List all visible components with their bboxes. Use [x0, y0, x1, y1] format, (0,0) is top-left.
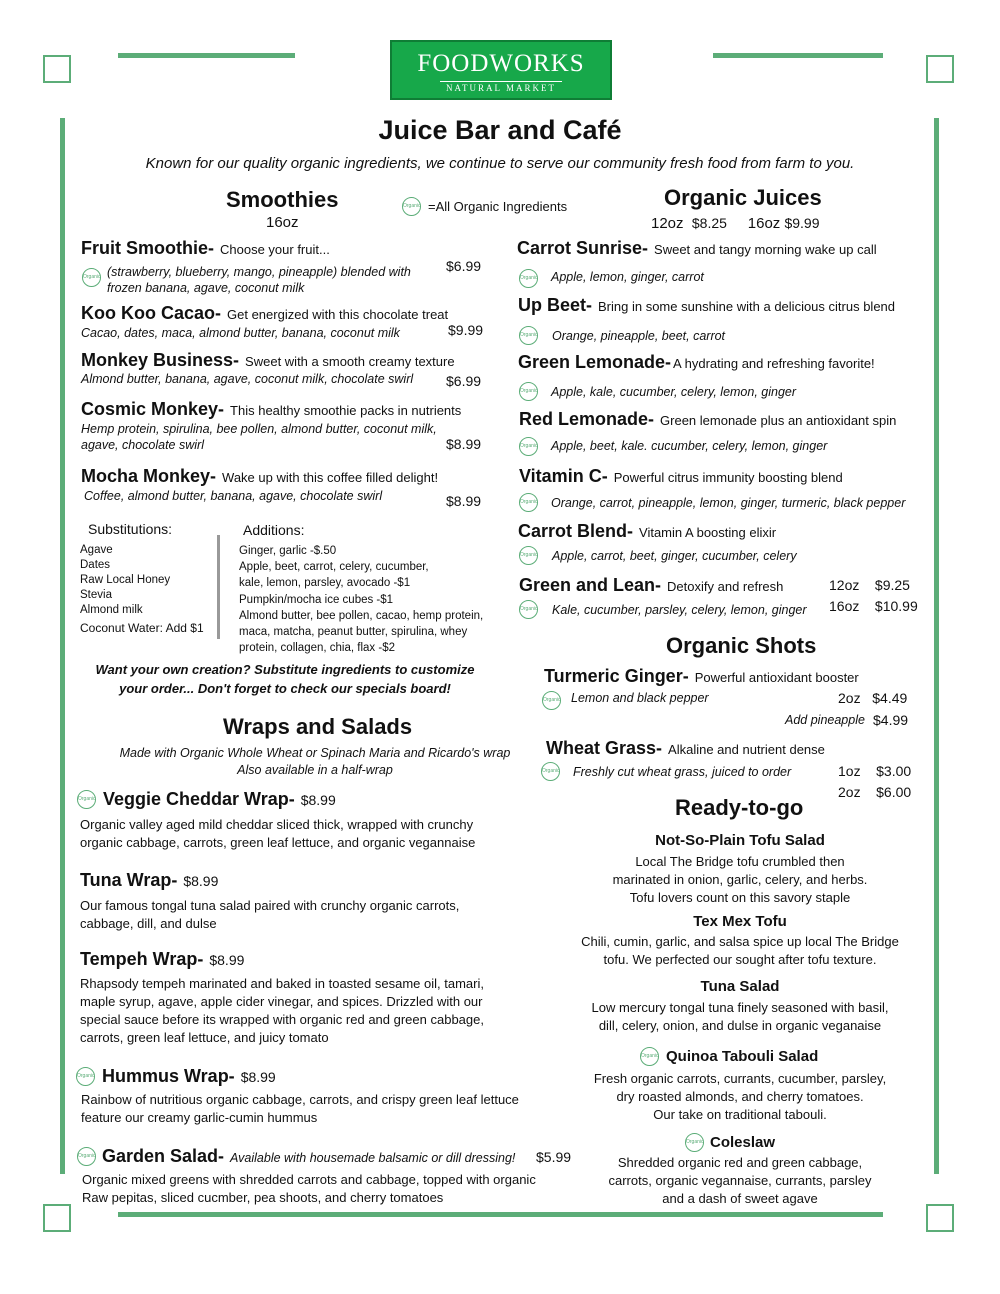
juice-item: Vitamin C- Powerful citrus immunity boosting blend: [519, 466, 843, 486]
organic-icon: Organic: [519, 437, 538, 456]
juice-ingredients: Apple, carrot, beet, ginger, cucumber, celery: [552, 549, 797, 563]
juices-title: Organic Juices: [664, 185, 822, 210]
smoothie-item: Koo Koo Cacao- Get energized with this chocolate treat: [81, 303, 449, 323]
wrap-item: Veggie Cheddar Wrap- $8.99: [103, 789, 336, 809]
wraps-subtitle: Made with Organic Whole Wheat or Spinach Maria and Ricardo's wrap Also available in a half-wrap: [119, 746, 511, 777]
organic-icon: Organic: [402, 197, 421, 216]
organic-icon: Organic: [77, 1147, 96, 1166]
smoothie-price: $6.99: [446, 373, 482, 389]
organic-icon: Organic: [519, 600, 538, 619]
smoothie-ingredients: Coffee, almond butter, banana, agave, chocolate swirl: [84, 489, 383, 503]
wrap-description: Rhapsody tempeh marinated and baked in toasted sesame oil, tamari, maple syrup, agave, apple cider vinegar, and spices. Drizzled with our special sauce before its wrapped with organic red and green cabbage, carrots, green leaf lettuce, and juicy tomato: [80, 976, 484, 1045]
tagline: Known for our quality organic ingredients, we continue to serve our community fresh food from farm to you.: [145, 155, 855, 172]
additions-list: Ginger, garlic -$.50 Apple, beet, carrot, celery, cucumber, kale, lemon, parsley, avocado -$1 Pumpkin/mocha ice cubes -$1 Almond butter, bee pollen, cacao, hemp protein, maca, matcha, peanut butter, spirulina, whey protein, collagen, chia, flax -$2: [239, 545, 484, 655]
smoothie-price: $6.99: [446, 258, 482, 274]
wrap-description: Rainbow of nutritious organic cabbage, carrots, and crispy green leaf lettuce feature our creamy garlic-cumin hummus: [81, 1092, 519, 1125]
juice-ingredients: Orange, pineapple, beet, carrot: [552, 329, 726, 343]
logo-sub-text: NATURAL MARKET: [440, 81, 562, 94]
smoothie-item: Monkey Business- Sweet with a smooth creamy texture: [81, 350, 455, 370]
juice-ingredients: Orange, carrot, pineapple, lemon, ginger, turmeric, black pepper: [551, 496, 906, 510]
organic-icon: Organic: [519, 382, 538, 401]
juice-sizes: 12oz $8.25 16oz $9.99: [651, 215, 820, 232]
page-title: Juice Bar and Café: [378, 115, 622, 145]
creation-note: Want your own creation? Substitute ingredients to customize your order... Don't forget to check our specials board!: [95, 662, 475, 696]
ready-item-description: Chili, cumin, garlic, and salsa spice up local The Bridge tofu. We perfected our sought after tofu texture.: [581, 934, 899, 967]
juice-item: Up Beet- Bring in some sunshine with a delicious citrus blend: [518, 295, 896, 315]
right-bar: [934, 118, 939, 1174]
smoothie-item: Cosmic Monkey- This healthy smoothie packs in nutrients: [81, 399, 462, 419]
ready-item-name: Tex Mex Tofu: [693, 913, 787, 930]
ready-item-name: Quinoa Tabouli Salad: [666, 1048, 819, 1065]
juice-ingredients: Apple, kale, cucumber, celery, lemon, ginger: [551, 385, 797, 399]
smoothie-ingredients: (strawberry, blueberry, mango, pineapple) blended with frozen banana, agave, coconut milk: [107, 265, 411, 295]
smoothie-ingredients: Hemp protein, spirulina, bee pollen, almond butter, coconut milk, agave, chocolate swirl: [81, 422, 437, 452]
logo-main-text: FOODWORKS: [417, 50, 585, 77]
wrap-price: $5.99: [536, 1149, 572, 1165]
corner-square-top-right: [926, 55, 954, 83]
left-bar: [60, 118, 65, 1174]
juice-size-prices: 12oz $9.25 16oz $10.99: [829, 577, 918, 614]
juice-item: Green and Lean- Detoxify and refresh: [519, 575, 784, 595]
corner-square-bottom-right: [926, 1204, 954, 1232]
organic-icon: Organic: [640, 1047, 659, 1066]
smoothie-item: Mocha Monkey- Wake up with this coffee filled delight!: [81, 466, 439, 486]
substitutions-list: Agave Dates Raw Local Honey Stevia Almond milk Coconut Water: Add $1: [80, 544, 204, 635]
juice-item: Red Lemonade- Green lemonade plus an antioxidant spin: [519, 409, 897, 429]
organic-icon: Organic: [542, 691, 561, 710]
smoothie-price: $8.99: [446, 436, 482, 452]
juice-ingredients: Apple, beet, kale. cucumber, celery, lemon, ginger: [551, 439, 828, 453]
organic-icon: Organic: [519, 326, 538, 345]
ready-item-description: Shredded organic red and green cabbage, carrots, organic vegannaise, currants, parsley and a dash of sweet agave: [608, 1155, 872, 1206]
juice-item: Green Lemonade- A hydrating and refreshing favorite!: [518, 352, 875, 372]
ready-item-description: Low mercury tongal tuna finely seasoned with basil, dill, celery, onion, and dulse in organic veganaise: [591, 1000, 889, 1033]
wrap-item: Hummus Wrap- $8.99: [102, 1066, 276, 1086]
organic-icon: Organic: [76, 1067, 95, 1086]
organic-icon: Organic: [541, 762, 560, 781]
shot-ingredients: Lemon and black pepper: [571, 691, 709, 705]
smoothie-price: $8.99: [446, 493, 482, 509]
ready-title: Ready-to-go: [675, 795, 804, 820]
top-left-bar: [118, 53, 295, 58]
juice-ingredients: Apple, lemon, ginger, carrot: [551, 270, 704, 284]
top-right-bar: [713, 53, 883, 58]
additions-title: Additions:: [243, 522, 305, 538]
shot-extra: Add pineapple: [785, 713, 865, 727]
ready-item-name: Not-So-Plain Tofu Salad: [655, 832, 825, 849]
shots-title: Organic Shots: [666, 633, 817, 658]
organic-icon: Organic: [519, 269, 538, 288]
smoothies-size: 16oz: [266, 214, 299, 231]
smoothie-ingredients: Almond butter, banana, agave, coconut milk, chocolate swirl: [81, 372, 414, 386]
ready-item-name: Tuna Salad: [700, 978, 780, 995]
juice-item: Carrot Blend- Vitamin A boosting elixir: [518, 521, 777, 541]
shot-extra-price: $4.99: [873, 712, 909, 728]
shot-item: Wheat Grass- Alkaline and nutrient dense: [546, 738, 825, 758]
ready-item-name: Coleslaw: [710, 1134, 776, 1151]
foodworks-logo: [390, 40, 612, 100]
bottom-bar: [118, 1212, 883, 1217]
wrap-description: Organic valley aged mild cheddar sliced thick, wrapped with crunchy organic cabbage, carrots, green leaf lettuce, and organic vegannaise: [80, 817, 476, 850]
shot-item: Turmeric Ginger- Powerful antioxidant booster: [544, 666, 859, 686]
organic-icon: Organic: [519, 546, 538, 565]
wrap-item: Tuna Wrap- $8.99: [80, 870, 219, 890]
ready-item-description: Local The Bridge tofu crumbled then marinated in onion, garlic, celery, and herbs. Tofu lovers count on this savory staple: [612, 854, 868, 905]
shot-ingredients: Freshly cut wheat grass, juiced to order: [573, 765, 792, 779]
organic-icon: Organic: [519, 493, 538, 512]
corner-square-top-left: [43, 55, 71, 83]
smoothie-ingredients: Cacao, dates, maca, almond butter, banana, coconut milk: [81, 326, 400, 340]
organic-icon: Organic: [77, 790, 96, 809]
wrap-description: Our famous tongal tuna salad paired with crunchy organic carrots, cabbage, dill, and dulse: [80, 898, 460, 931]
wrap-description: Organic mixed greens with shredded carrots and cabbage, topped with organic Raw pepitas, sliced cucmber, pea shoots, and cherry tomatoes: [82, 1172, 536, 1205]
organic-icon: Organic: [82, 268, 101, 287]
smoothie-item: Fruit Smoothie- Choose your fruit...: [81, 238, 330, 258]
substitutions-title: Substitutions:: [88, 521, 173, 537]
wraps-title: Wraps and Salads: [223, 714, 413, 739]
organic-icon: Organic: [685, 1133, 704, 1152]
wrap-item: Tempeh Wrap- $8.99: [80, 949, 245, 969]
shot-price: 2oz $4.49: [838, 690, 908, 706]
ready-item-description: Fresh organic carrots, currants, cucumber, parsley, dry roasted almonds, and cherry tomatoes. Our take on traditional tabouli.: [593, 1071, 887, 1122]
divider: [217, 535, 220, 639]
juice-ingredients: Kale, cucumber, parsley, celery, lemon, ginger: [552, 603, 807, 617]
corner-square-bottom-left: [43, 1204, 71, 1232]
smoothies-title: Smoothies: [226, 187, 339, 212]
juice-item: Carrot Sunrise- Sweet and tangy morning wake up call: [517, 238, 877, 258]
wrap-item: Garden Salad- Available with housemade balsamic or dill dressing!: [102, 1146, 516, 1166]
shot-price: 1oz $3.00 2oz $6.00: [838, 763, 912, 800]
organic-legend: =All Organic Ingredients: [428, 199, 568, 214]
smoothie-price: $9.99: [448, 322, 484, 338]
